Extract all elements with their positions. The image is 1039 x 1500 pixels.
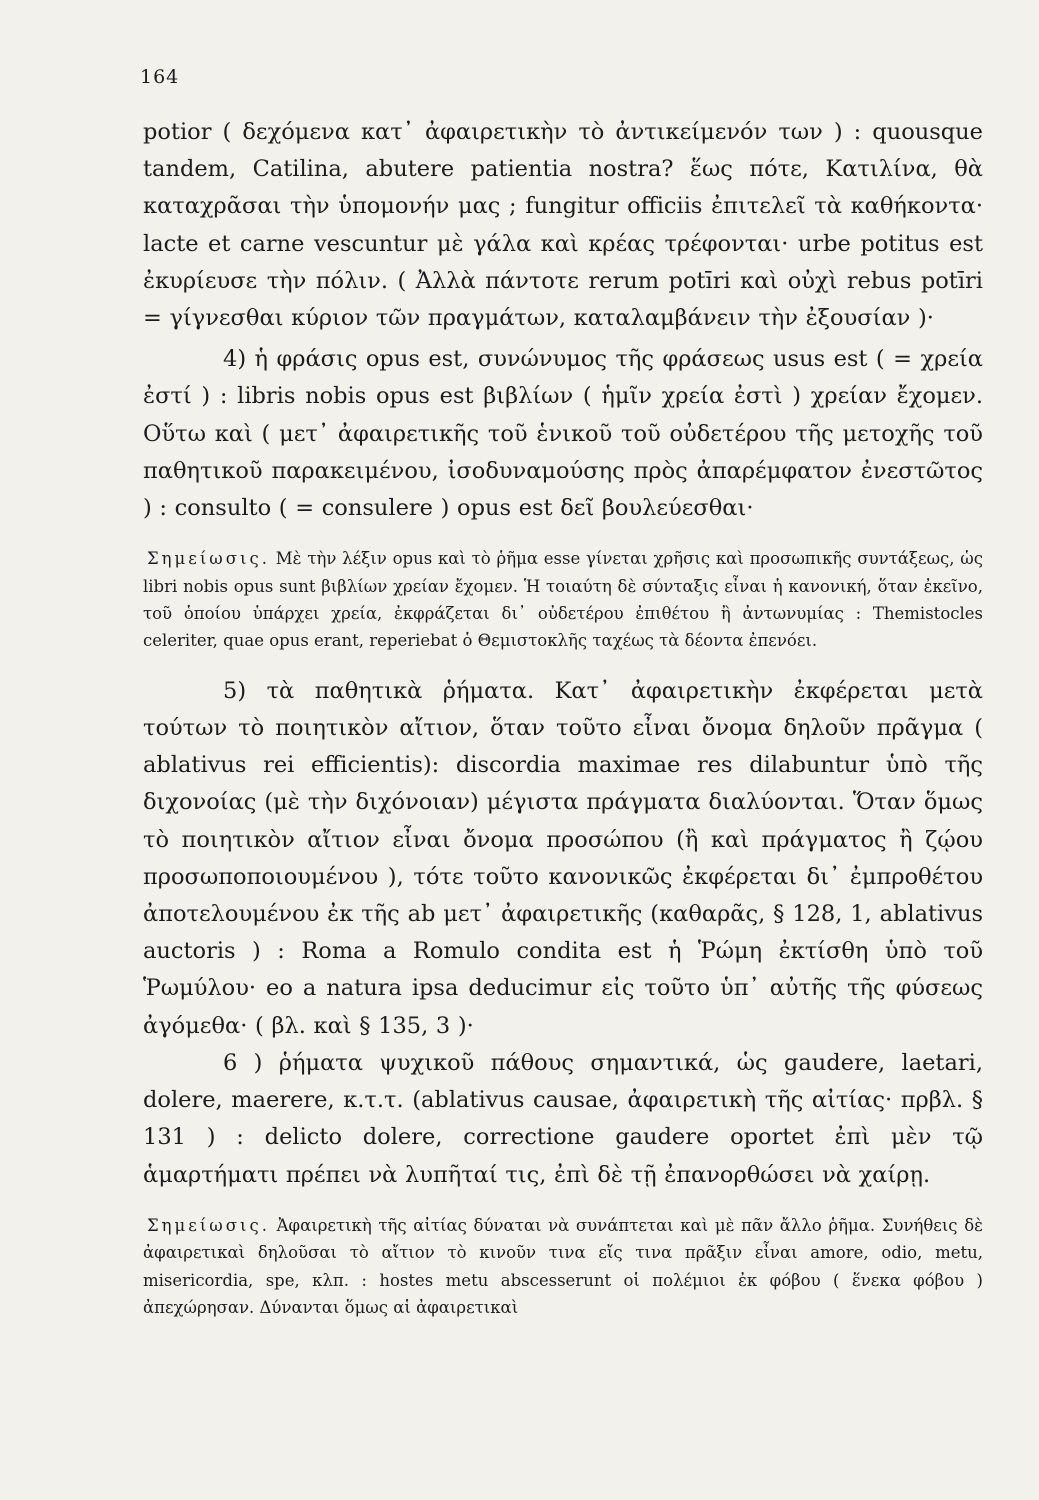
- note-heading: Σημείωσις.: [147, 1215, 270, 1235]
- paragraph-potior: potior ( δεχόμενα κατ᾽ ἀφαιρετικὴν τὸ ἀντικείμενόν των ) : quousque tandem, Catilina, abutere patientia nostra? ἕως πότε, Κατιλίνα, θὰ καταχρᾶσαι τὴν ὑπομονήν μας ; fungitur officiis ἐπιτελεῖ τὰ καθήκοντα· lacte et carne vescuntur μὲ γάλα καὶ κρέας τρέφονται· urbe potitus est ἐκυρίευσε τὴν πόλιν. ( Ἀλλὰ πάντοτε rerum potīri καὶ οὐχὶ rebus potīri = γίγνεσθαι κύριον τῶν πραγμάτων, καταλαμβάνειν τὴν ἐξουσίαν )·: [143, 119, 983, 332]
- note-heading: Σημείωσις.: [147, 549, 270, 569]
- page-number: 164: [140, 66, 180, 88]
- note-ablative-cause: [143, 1212, 983, 1322]
- paragraph-emotion-verbs: 6 ) ῥήματα ψυχικοῦ πάθους σημαντικά, ὡς gaudere, laetari, dolere, maerere, κ.τ.τ. (ablativus causae, ἀφαιρετικὴ τῆς αἰτίας· πρβλ. § 131 ) : delicto dolere, correctione gaudere oportet ἐπὶ μὲν τῷ ἁμαρτήματι πρέπει νὰ λυπῆταί τις, ἐπὶ δὲ τῇ ἐπανορθώσει νὰ χαίρῃ.: [143, 1049, 983, 1188]
- note-text: Μὲ τὴν λέξιν opus καὶ τὸ ῥῆμα esse γίνεται χρῆσις καὶ προσωπικῆς συντάξεως, ὡς libri nobis opus sunt βιβλίων χρείαν ἔχομεν. Ἡ τοιαύτη δὲ σύνταξις εἶναι ἡ κανονική, ὅταν ἐκεῖνο, τοῦ ὁποίου ὑπάρχει χρεία, ἐκφράζεται δι᾽ οὐδετέρου ἐπιθέτου ἢ ἀντωνυμίας : Themistocles celeriter, quae opus erant, reperiebat ὁ Θεμιστοκλῆς ταχέως τὰ δέοντα ἐπενόει.: [143, 549, 984, 651]
- paragraph-passive-verbs: 5) τὰ παθητικὰ ῥήματα. Κατ᾽ ἀφαιρετικὴν ἐκφέρεται μετὰ τούτων τὸ ποιητικὸν αἴτιον, ὅταν τοῦτο εἶναι ὄνομα δηλοῦν πρᾶγμα ( ablativus rei efficientis): discordia maximae res dilabuntur ὑπὸ τῆς διχονοίας (μὲ τὴν διχόνοιαν) μέγιστα πράγματα διαλύονται. Ὅταν ὅμως τὸ ποιητικὸν αἴτιον εἶναι ὄνομα προσώπου (ἢ καὶ πράγματος ἢ ζῴου προσωποποιουμένου ), τότε τοῦτο κανονικῶς ἐκφέρεται δι᾽ ἐμπροθέτου ἀποτελουμένου ἐκ τῆς ab μετ᾽ ἀφαιρετικῆς (καθαρᾶς, § 128, 1, ablativus auctoris ) : Roma a Romulo condita est ἡ Ῥώμη ἐκτίσθη ὑπὸ τοῦ Ῥωμύλου· eo a natura ipsa deducimur εἰς τοῦτο ὑπ᾽ αὐτῆς τῆς φύσεως ἀγόμεθα· ( βλ. καὶ § 135, 3 )·: [143, 677, 983, 1039]
- paragraph-opus-est: 4) ἡ φράσις opus est, συνώνυμος τῆς φράσεως usus est ( = χρεία ἐστί ) : libris nobis opus est βιβλίων ( ἡμῖν χρεία ἐστὶ ) χρείαν ἔχομεν. Οὕτω καὶ ( μετ᾽ ἀφαιρετικῆς τοῦ ἑνικοῦ τοῦ οὐδετέρου τῆς μετοχῆς τοῦ παθητικοῦ παρακειμένου, ἰσοδυναμούσης πρὸς ἀπαρέμφατον ἐνεστῶτος ) : consulto ( = consulere ) opus est δεῖ βουλεύεσθαι·: [143, 346, 983, 522]
- page-body: [143, 114, 983, 1321]
- note-opus-esse: [143, 545, 983, 655]
- note-text: Ἀφαιρετικὴ τῆς αἰτίας δύναται νὰ συνάπτεται καὶ μὲ πᾶν ἄλλο ῥῆμα. Συνήθεις δὲ ἀφαιρετικαὶ δηλοῦσαι τὸ αἴτιον τὸ κινοῦν τινα εἴς τινα πρᾶξιν εἶναι amore, odio, metu, misericordia, spe, κλπ. : hostes metu abscesserunt οἱ πολέμιοι ἐκ φόβου ( ἕνεκα φόβου ) ἀπεχώρησαν. Δύνανται ὅμως αἱ ἀφαιρετικαὶ: [143, 1215, 983, 1317]
